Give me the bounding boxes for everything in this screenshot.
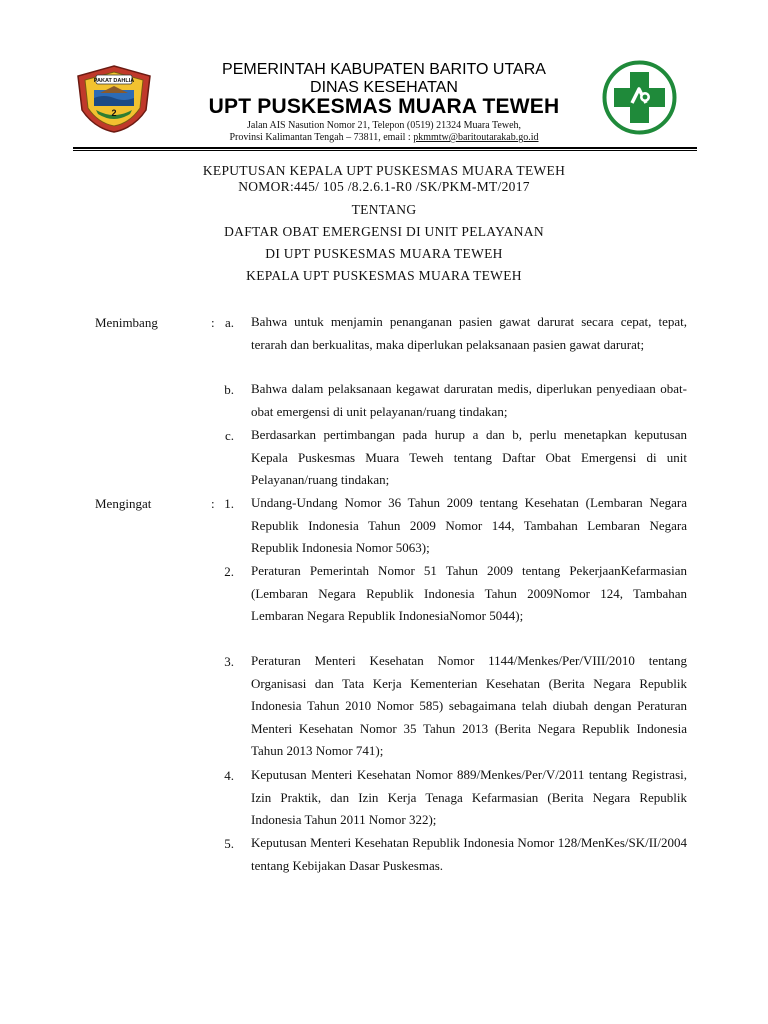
logo-banner-text: PAKAT DAHLIA: [93, 78, 135, 84]
menimbang-colon: :: [211, 315, 215, 330]
decree-subject-location: DI UPT PUSKESMAS MUARA TEWEH: [265, 246, 503, 261]
address-province: Provinsi Kalimantan Tengah – 73811, email :: [229, 132, 414, 143]
letterhead-divider-thick: [73, 147, 697, 149]
mengingat-item: Undang-Undang Nomor 36 Tahun 2009 tentang Kesehatan (Lembaran Negara Republik Indonesia Tahun 2009 Nomor 144, Tambahan Lembaran Negara Republik Indonesia Nomor 5063);: [251, 495, 687, 555]
mengingat-item: Peraturan Menteri Kesehatan Nomor 1144/Menkes/Per/VIII/2010 tentang Organisasi dan Tata Kerja Kementerian Kesehatan (Berita Negara Republik Indonesia Tahun 2010 Nomor 585) sebagaimana telah diubah dengan Peraturan Menteri Kesehatan Nomor 35 Tahun 2013 (Berita Negara Republik Indonesia Tahun 2013 Nomor 741);: [251, 653, 687, 758]
address-line: Jalan AIS Nasution Nomor 21, Telepon (0519) 21324 Muara Teweh,: [246, 120, 522, 131]
decree-title: KEPUTUSAN KEPALA UPT PUSKESMAS MUARA TEWEH: [202, 163, 566, 178]
mengingat-item: Peraturan Pemerintah Nomor 51 Tahun 2009 tentang PekerjaanKefarmasian (Lembaran Negara Republik Indonesia Tahun 2009Nomor 124, Tambahan Lembaran Negara Republik IndonesiaNomor 5044);: [251, 563, 687, 623]
decree-issuer: KEPALA UPT PUSKESMAS MUARA TEWEH: [246, 268, 522, 283]
menimbang-label: Menimbang: [95, 315, 158, 330]
list-marker: 3.: [224, 654, 234, 669]
mengingat-colon: :: [211, 496, 215, 511]
logo-number-text: 2: [111, 108, 117, 118]
menimbang-item: Bahwa untuk menjamin penanganan pasien gawat darurat secara cepat, tepat, terarah dan berkualitas, maka diperlukan pelaksanaan pasien gawat darurat;: [251, 314, 687, 352]
email-link[interactable]: pkmmtw@baritoutarakab.go.id: [413, 132, 539, 143]
mengingat-item: Keputusan Menteri Kesehatan Republik Indonesia Nomor 128/MenKes/SK/II/2004 tentang Kebijakan Dasar Puskesmas.: [251, 835, 687, 873]
mengingat-label: Mengingat: [95, 496, 152, 511]
letterhead-divider-thin: [73, 150, 697, 151]
institution-name: UPT PUSKESMAS MUARA TEWEH: [208, 95, 560, 118]
address-email-line: [140, 132, 628, 143]
mengingat-item: Keputusan Menteri Kesehatan Nomor 889/Menkes/Per/V/2011 tentang Registrasi, Izin Praktik, dan Izin Kerja Tenaga Kefarmasian (Berita Negara Republik Indonesia Tahun 2011 Nomor 322);: [251, 767, 687, 827]
menimbang-item: Bahwa dalam pelaksanaan kegawat daruratan medis, diperlukan penyediaan obat-obat emergensi di unit pelayanan/ruang tindakan;: [251, 381, 687, 419]
menimbang-item: Berdasarkan pertimbangan pada hurup a dan b, perlu menetapkan keputusan Kepala Puskesmas Muara Teweh tentang Daftar Obat Emergensi di unit Pelayanan/ruang tindakan;: [251, 427, 687, 487]
government-name: PEMERINTAH KABUPATEN BARITO UTARA: [222, 61, 546, 78]
decree-about-label: TENTANG: [351, 202, 417, 217]
list-marker: b.: [224, 382, 234, 397]
list-marker: a.: [224, 315, 234, 330]
decree-subject: DAFTAR OBAT EMERGENSI DI UNIT PELAYANAN: [224, 224, 544, 239]
department-name: DINAS KESEHATAN: [310, 79, 458, 96]
list-marker: 5.: [224, 836, 234, 851]
list-marker: 4.: [224, 768, 234, 783]
decree-number: NOMOR:445/ 105 /8.2.6.1-R0 /SK/PKM-MT/2017: [238, 179, 530, 194]
list-marker: 2.: [224, 564, 234, 579]
list-marker: c.: [224, 428, 234, 443]
list-marker: 1.: [224, 496, 234, 511]
